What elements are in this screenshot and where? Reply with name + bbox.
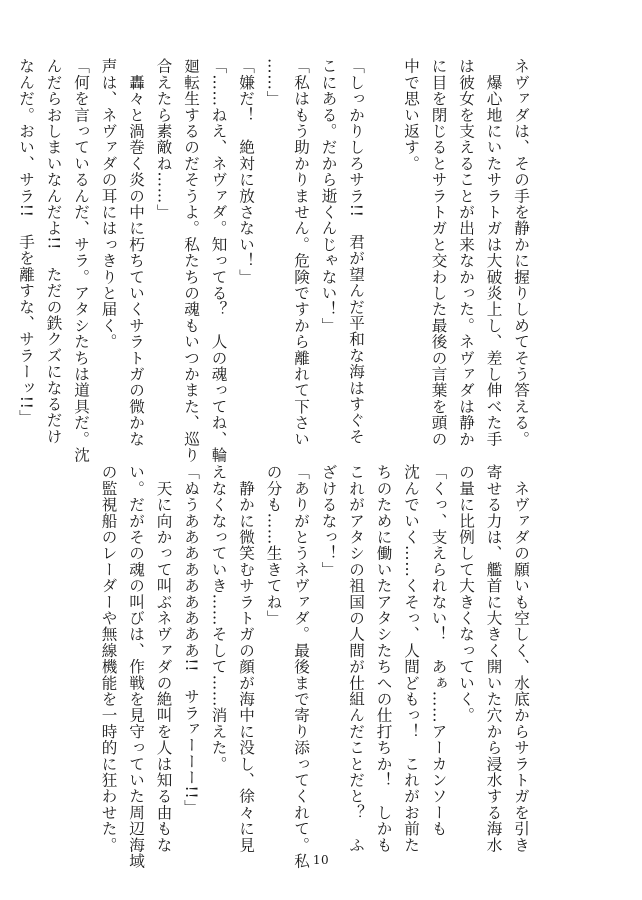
blank-line [369,58,397,433]
text-line: ネヴァダの願いも空しく、水底からサラトガを引き [512,464,530,853]
text-line: こにある。だから逝くんじゃない！」 [319,58,338,334]
text-line: 寄せる力は、艦首に大きく開いた穴から浸水する海水 [484,464,503,853]
text-line: ざけるなっ！」 [319,464,338,578]
text-line: 「ぬうあああああああああ!! サラァーーー!!」 [182,464,200,816]
text-line: 天に向かって叫ぶネヴァダの絶叫を人は知る由もな [154,464,173,853]
text-line: 合えたら素敵ね……」 [154,58,173,220]
text-line: 静かに微笑むサラトガの顔が海中に没し、徐々に見 [237,464,255,853]
text-line: ……」 [264,58,283,107]
text-line: 「ありがとうネヴァダ。最後まで寄り添ってくれて。私 [292,464,310,869]
text-line: 「私はもう助かりません。危険ですから離れて下さい [292,58,310,447]
text-line: は彼女を支えることが出来なかった。ネヴァダは静か [457,58,475,447]
text-line: 中で思い返す。 [402,58,420,172]
text-line: い。だがその魂の叫びは、作戦を見守っていた周辺海域 [127,464,145,869]
text-line: なんだ。おい、サラ!! 手を離すな、サラーッ!!」 [17,58,35,426]
text-line: 轟々と渦巻く炎の中に朽ちていくサラトガの微かな [127,58,145,447]
text-line: ネヴァダは、その手を静かに握りしめてそう答える。 [512,58,530,447]
text-line: 「くっ、支えられない！ あぁ……アーカンソーも [429,464,448,837]
text-line: の監視船のレーダーや無線機能を一時的に狂わせた。 [99,464,118,853]
text-line: 爆心地にいたサラトガは大破炎上し、差し伸べた手 [484,58,503,447]
text-line: 「しっかりしろサラ!! 君が望んだ平和な海はすぐそ [347,58,365,445]
text-line: 「何を言っているんだ、サラ。アタシたちは道具だ。沈 [72,58,90,463]
page-number: 10 [312,853,330,867]
text-line: の量に比例して大きくなっていく。 [457,464,475,724]
text-line: ちのために働いたアタシたちへの仕打ちか！ しかも [374,464,393,853]
text-line: んだらおしまいなんだよ!! ただの鉄クズになるだけ [44,58,63,445]
text-line: の分も……生きてね」 [264,464,283,626]
text-line: これがアタシの祖国の人間が仕組んだことだと？ ふ [347,464,365,853]
upper-text-block [12,58,535,463]
text-line: 沈んでいく……くそっ、人間どもっ！ これがお前た [402,464,420,853]
text-line: 「嫌だ！ 絶対に放さない！」 [237,58,255,285]
text-line: 声は、ネヴァダの耳にはっきりと届く。 [99,58,118,350]
text-line: えなくなっていき……そして……消えた。 [209,464,228,772]
text-line: 廻転生するのだそうよ。私たちの魂もいつかまた、巡り [182,58,200,463]
text-line: に目を閉じるとサラトガと交わした最後の言葉を頭の [429,58,448,447]
text-line: 「……ねえ、ネヴァダ。知ってる？ 人の魂ってね、輪 [209,58,228,463]
